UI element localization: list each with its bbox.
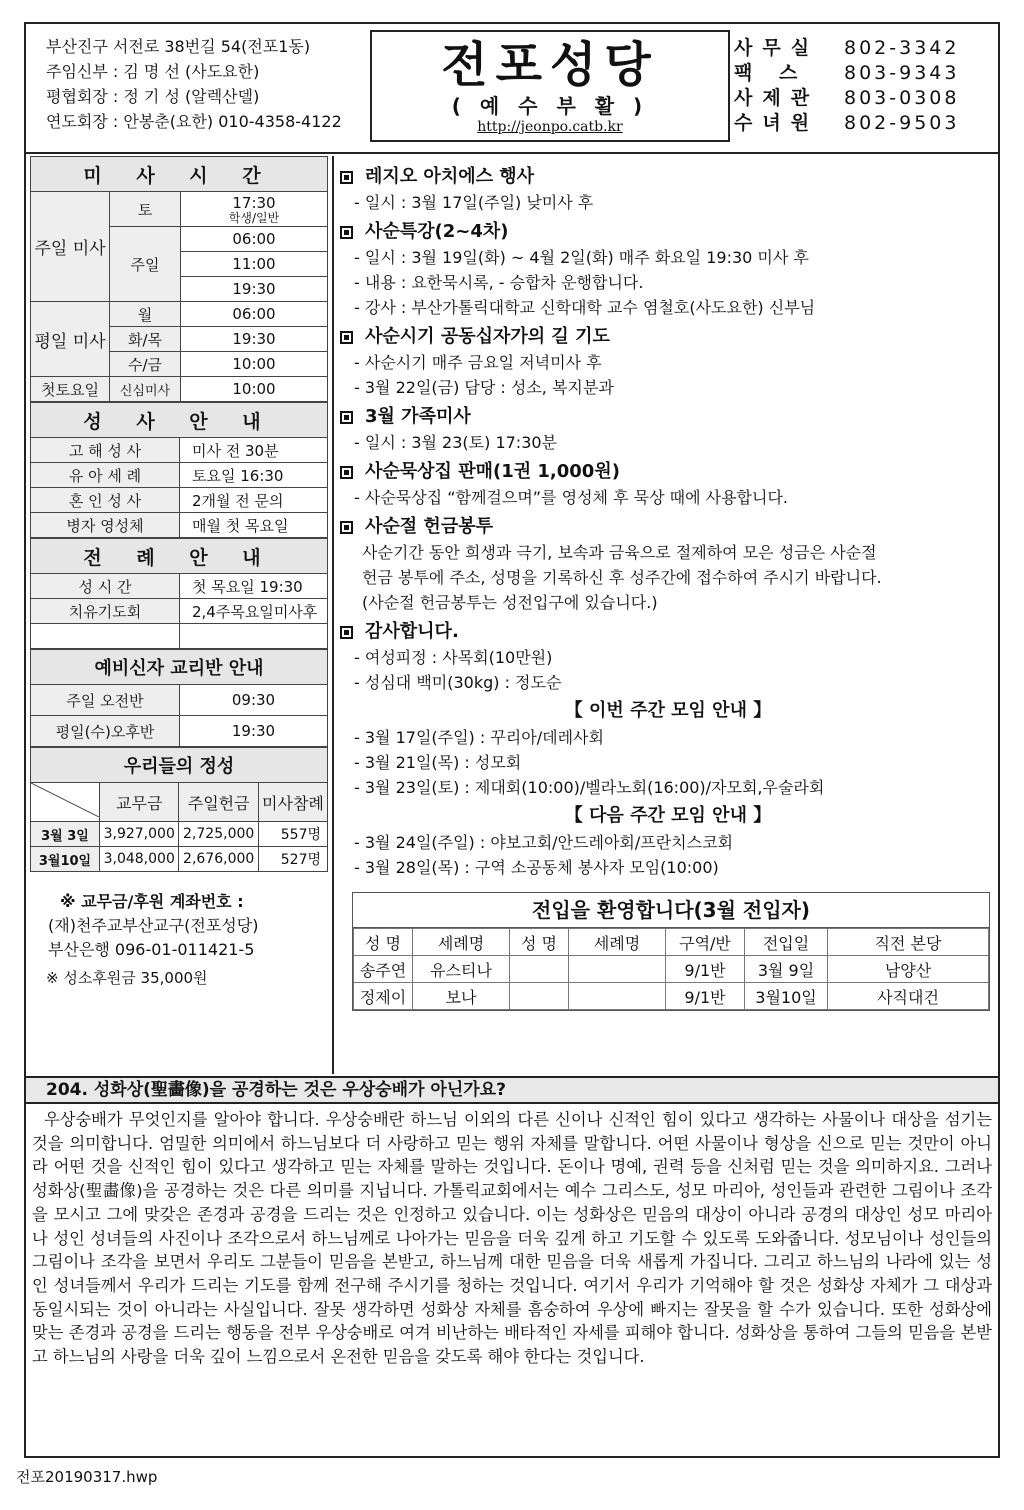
welcome-header: 세례명 — [569, 929, 666, 956]
welcome-header: 성 명 — [510, 929, 569, 956]
account-title: ※ 교무금/후원 계좌번호 : — [60, 892, 244, 911]
sacrament-value: 미사 전 30분 — [180, 438, 328, 463]
meeting-line: - 3월 21일(목) : 성모회 — [354, 753, 522, 772]
sunday-mass-label: 주일 미사 — [31, 192, 110, 302]
notice-item — [340, 324, 996, 400]
contact-label: 사무실 — [734, 37, 820, 59]
offering-date: 3월 3일 — [31, 822, 100, 847]
sacraments-table — [30, 402, 328, 538]
saturday-label: 토 — [110, 192, 181, 227]
welcome-cell: 3월10일 — [745, 983, 828, 1010]
first-saturday-note: 신심미사 — [110, 377, 181, 402]
notice-title — [340, 324, 996, 350]
council-president: 평협회장 : 정 기 성 (알렉산델) — [46, 87, 260, 106]
bulletin-frame — [24, 22, 1000, 1458]
question-title: 204. 성화상(聖畵像)을 공경하는 것은 우상숭배가 아닌가요? — [46, 1080, 506, 1100]
right-column — [332, 156, 996, 1074]
yeondo-president: 연도회장 : 안봉춘(요한) 010-4358-4122 — [46, 112, 342, 131]
notice-title — [340, 164, 996, 190]
notice-title-text: 사순절 헌금봉투 — [365, 516, 493, 537]
sacrament-value: 토요일 16:30 — [180, 463, 328, 488]
notice-paragraph-line: 사순기간 동안 희생과 극기, 보속과 금육으로 절제하여 모은 성금은 사순절 — [362, 543, 877, 562]
contact-number: 802-9503 — [844, 112, 960, 134]
vocation-support: ※ 성소후원금 35,000원 — [46, 969, 208, 987]
meeting-line: - 3월 24일(주일) : 야보고회/안드레아회/프란치스코회 — [354, 833, 733, 852]
liturgy-value: 첫 목요일 19:30 — [180, 574, 328, 599]
notice-line: - 일시 : 3월 17일(주일) 낮미사 후 — [354, 193, 594, 212]
empty-cell — [180, 624, 328, 649]
welcome-cell: 3월 9일 — [745, 956, 828, 983]
mass-title: 미 사 시 간 — [31, 157, 328, 192]
liturgy-value: 2,4주목요일미사후 — [180, 599, 328, 624]
notice-title-text: 사순특강(2~4차) — [365, 221, 509, 242]
table-row — [354, 956, 989, 983]
square-bullet-icon — [340, 411, 353, 424]
notice-title-text: 사순시기 공동십자가의 길 기도 — [365, 326, 610, 347]
sacrament-value: 2개월 전 문의 — [180, 488, 328, 513]
welcome-header: 구역/반 — [666, 929, 745, 956]
sacrament-name: 고 해 성 사 — [31, 438, 180, 463]
square-bullet-icon — [340, 521, 353, 534]
address: 부산진구 서전로 38번길 54(전포1동) — [46, 37, 311, 56]
notice-line: - 일시 : 3월 23(토) 17:30분 — [354, 433, 558, 452]
contact-label: 수녀원 — [734, 112, 820, 134]
sacraments-title: 성 사 안 내 — [31, 403, 328, 438]
diagonal-cell — [31, 783, 100, 822]
square-bullet-icon — [340, 226, 353, 239]
liturgy-name: 성 시 간 — [31, 574, 180, 599]
account-org: (재)천주교부산교구(전포성당) — [48, 916, 259, 935]
weekday-day: 화/목 — [110, 327, 181, 352]
class-time: 09:30 — [180, 685, 328, 716]
contact-number: 803-0308 — [844, 87, 960, 109]
offering-table — [30, 747, 328, 872]
welcome-header: 직전 본당 — [828, 929, 989, 956]
offering-header: 주일헌금 — [179, 783, 258, 822]
sacrament-name: 병자 영성체 — [31, 513, 180, 538]
contact-label: 사제관 — [734, 87, 820, 109]
notice-line: - 사순묵상집 “함께걸으며”를 영성체 후 묵상 때에 사용합니다. — [354, 488, 788, 507]
contact-number: 803-9343 — [844, 62, 960, 84]
contact-row — [734, 36, 959, 61]
liturgy-name: 치유기도회 — [31, 599, 180, 624]
welcome-cell: 9/1반 — [666, 983, 745, 1010]
mass-schedule-table — [30, 156, 328, 402]
header — [26, 24, 998, 154]
offering-value: 3,927,000 — [100, 822, 179, 847]
square-bullet-icon — [340, 331, 353, 344]
notice-item — [340, 619, 996, 695]
welcome-cell — [510, 983, 569, 1010]
offering-header: 교무금 — [100, 783, 179, 822]
offering-value: 2,676,000 — [179, 847, 258, 872]
saturday-note: 학생/일반 — [228, 210, 280, 225]
account-info — [30, 872, 328, 990]
notice-line: - 성심대 백미(30kg) : 정도순 — [354, 673, 562, 692]
sacrament-value: 매월 첫 목요일 — [180, 513, 328, 538]
sunday-label: 주일 — [110, 227, 181, 302]
welcome-header: 성 명 — [354, 929, 413, 956]
diagonal-line — [31, 783, 99, 817]
class-time: 19:30 — [180, 716, 328, 747]
notice-paragraph-line: (사순절 헌금봉투는 성전입구에 있습니다.) — [362, 593, 658, 612]
offering-value: 527명 — [258, 847, 327, 872]
table-row — [354, 983, 989, 1010]
notice-title — [340, 514, 996, 540]
square-bullet-icon — [340, 626, 353, 639]
notice-item — [340, 164, 996, 215]
sunday-time: 19:30 — [181, 277, 328, 302]
notice-item — [340, 514, 996, 615]
weekday-day: 수/금 — [110, 352, 181, 377]
question-bar — [26, 1076, 998, 1104]
contact-row — [734, 86, 959, 111]
weekday-day: 월 — [110, 302, 181, 327]
contact-number: 802-3342 — [844, 37, 960, 59]
liturgy-table — [30, 538, 328, 649]
notice-line: - 강사 : 부산가톨릭대학교 신학대학 교수 염철호(사도요한) 신부님 — [354, 298, 816, 317]
notice-line: - 일시 : 3월 19일(화) ~ 4월 2일(화) 매주 화요일 19:30 미사 후 — [354, 248, 809, 267]
notice-paragraph-line: 헌금 봉투에 주소, 성명을 기록하신 후 성주간에 접수하여 주시기 바랍니다. — [362, 568, 882, 587]
answer-paragraph: 우상숭배가 무엇인지를 알아야 합니다. 우상숭배란 하느님 이외의 다른 신이나 신적인 힘이 있다고 생각하는 사물이나 대상을 섬기는 것을 의미합니다. 엄밀한 의미에서 하느님보다 더 사랑하고 믿는 행위 자체를 말합니다. 어떤 사물이나 형상을 신으로 믿는 것만이 아니라 어떤 것을 신적인 힘이 있다고 생각하고 믿는 자체를 말하는 것입니다. 돈이나 명예, 권력 등을 신처럼 믿는 것을 의미하지요. 그러나 성화상(聖畵像)을 공경하는 것은 다른 의미를 지닙니다. 가톨릭교회에서는 예수 그리스도, 성모 마리아, 성인들과 관련한 그림이나 조각을 모시고 그에 맞갖은 존경과 공경을 드리는 것은 인정하고 있습니다. 이는 성화상은 믿음의 대상이 아니라 공경의 대상인 성모 마리아나 성인 성녀들의 사진이나 조각으로서 하느님께로 나아가는 믿음을 더욱 깊게 하고 기도할 수 있도록 도와줍니다. 성모님이나 성인들의 그림이나 조각을 보면서 우리도 그분들이 믿음을 본받고, 하느님께 대한 믿음을 더욱 새롭게 가집니다. 그리고 하느님의 나라에 있는 성인 성녀들께서 우리가 드리는 기도를 함께 전구해 주시기를 청하는 것입니다. 여기서 우리가 기억해야 할 것은 성화상 자체가 그 대상과 동일시되는 것이 아니라는 사실입니다. 잘못 생각하면 성화상 자체를 흠숭하여 우상에 빠지는 잘못을 할 수가 있습니다. 또한 성화상에 맞는 존경과 공경을 드리는 행동을 전부 우상숭배로 여겨 비난하는 배타적인 자세를 피해야 합니다. 성화상을 통하여 그들의 믿음을 본받고 하느님의 사랑을 더욱 깊이 느낌으로서 온전한 믿음을 갖도록 해야 한다는 것입니다. — [32, 1110, 992, 1367]
welcome-cell: 사직대건 — [828, 983, 989, 1010]
weekday-time: 10:00 — [181, 352, 328, 377]
weekday-mass-label: 평일 미사 — [31, 302, 110, 377]
weekday-time: 06:00 — [181, 302, 328, 327]
notice-title-text: 사순묵상집 판매(1권 1,000원) — [365, 461, 620, 482]
welcome-title: 전입을 환영합니다(3월 전입자) — [353, 893, 989, 928]
meeting-line: - 3월 28일(목) : 구역 소공동체 봉사자 모임(10:00) — [354, 858, 719, 877]
notice-line: - 여성피정 : 사목회(10만원) — [354, 648, 553, 667]
notice-line: - 사순시기 매주 금요일 저녁미사 후 — [354, 353, 602, 372]
saturday-time: 17:30 — [232, 193, 276, 212]
contact-row — [734, 111, 959, 136]
next-week-title: 【 다음 주간 모임 안내 】 — [564, 805, 772, 826]
notice-title-text: 감사합니다. — [365, 621, 459, 642]
notice-title — [340, 459, 996, 485]
sacrament-name: 유 아 세 례 — [31, 463, 180, 488]
this-week-title: 【 이번 주간 모임 안내 】 — [564, 700, 772, 721]
welcome-header: 세례명 — [413, 929, 510, 956]
welcome-cell: 송주연 — [354, 956, 413, 983]
welcome-cell — [569, 956, 666, 983]
meeting-line: - 3월 23일(토) : 제대회(10:00)/벨라노회(16:00)/자모회,우술라회 — [354, 778, 825, 797]
sunday-time: 06:00 — [181, 227, 328, 252]
notice-title-text: 레지오 아치에스 행사 — [365, 166, 535, 187]
liturgy-title: 전 례 안 내 — [31, 539, 328, 574]
offering-date: 3월10일 — [31, 847, 100, 872]
offering-value: 2,725,000 — [179, 822, 258, 847]
weekday-time: 19:30 — [181, 327, 328, 352]
catechumen-table — [30, 649, 328, 747]
catechumen-title: 예비신자 교리반 안내 — [31, 650, 328, 685]
pastor: 주임신부 : 김 명 선 (사도요한) — [46, 62, 260, 81]
class-name: 주일 오전반 — [31, 685, 180, 716]
welcome-cell — [569, 983, 666, 1010]
class-name: 평일(수)오후반 — [31, 716, 180, 747]
file-name: 전포20190317.hwp — [16, 1468, 158, 1486]
contact-list — [734, 36, 959, 136]
notice-title — [340, 619, 996, 645]
first-saturday-label: 첫토요일 — [31, 377, 110, 402]
offering-title: 우리들의 정성 — [31, 748, 328, 783]
contact-row — [734, 61, 959, 86]
header-info — [46, 34, 342, 134]
left-column — [30, 156, 328, 990]
welcome-header: 전입일 — [745, 929, 828, 956]
welcome-cell: 유스티나 — [413, 956, 510, 983]
notice-line: - 3월 22일(금) 담당 : 성소, 복지분과 — [354, 378, 614, 397]
title-box — [370, 30, 730, 142]
notice-title — [340, 404, 996, 430]
welcome-cell: 정제이 — [354, 983, 413, 1010]
first-saturday-time: 10:00 — [181, 377, 328, 402]
notice-item — [340, 219, 996, 320]
website-link[interactable]: http://jeonpo.catb.kr — [477, 119, 623, 135]
contact-label: 팩 스 — [734, 62, 808, 84]
welcome-cell: 9/1반 — [666, 956, 745, 983]
offering-value: 557명 — [258, 822, 327, 847]
welcome-table — [353, 928, 989, 1010]
sacrament-name: 혼 인 성 사 — [31, 488, 180, 513]
sunday-time: 11:00 — [181, 252, 328, 277]
notices-area — [334, 156, 996, 1074]
liturgical-season: ( 예 수 부 활 ) — [451, 94, 649, 118]
notice-item — [340, 459, 996, 510]
notice-title — [340, 219, 996, 245]
notice-line: - 내용 : 요한묵시록, - 승합차 운행합니다. — [354, 273, 644, 292]
offering-value: 3,048,000 — [100, 847, 179, 872]
empty-cell — [31, 624, 180, 649]
welcome-box — [352, 892, 990, 1011]
square-bullet-icon — [340, 171, 353, 184]
offering-header: 미사참례 — [258, 783, 327, 822]
welcome-cell: 보나 — [413, 983, 510, 1010]
account-bank: 부산은행 096-01-011421-5 — [48, 940, 255, 959]
notice-title-text: 3월 가족미사 — [365, 406, 471, 427]
welcome-cell: 남양산 — [828, 956, 989, 983]
meeting-line: - 3월 17일(주일) : 꾸리아/데레사회 — [354, 728, 604, 747]
notice-item — [340, 404, 996, 455]
church-name: 전포성당 — [441, 37, 659, 93]
square-bullet-icon — [340, 466, 353, 479]
saturday-time-cell — [181, 192, 328, 227]
welcome-cell — [510, 956, 569, 983]
